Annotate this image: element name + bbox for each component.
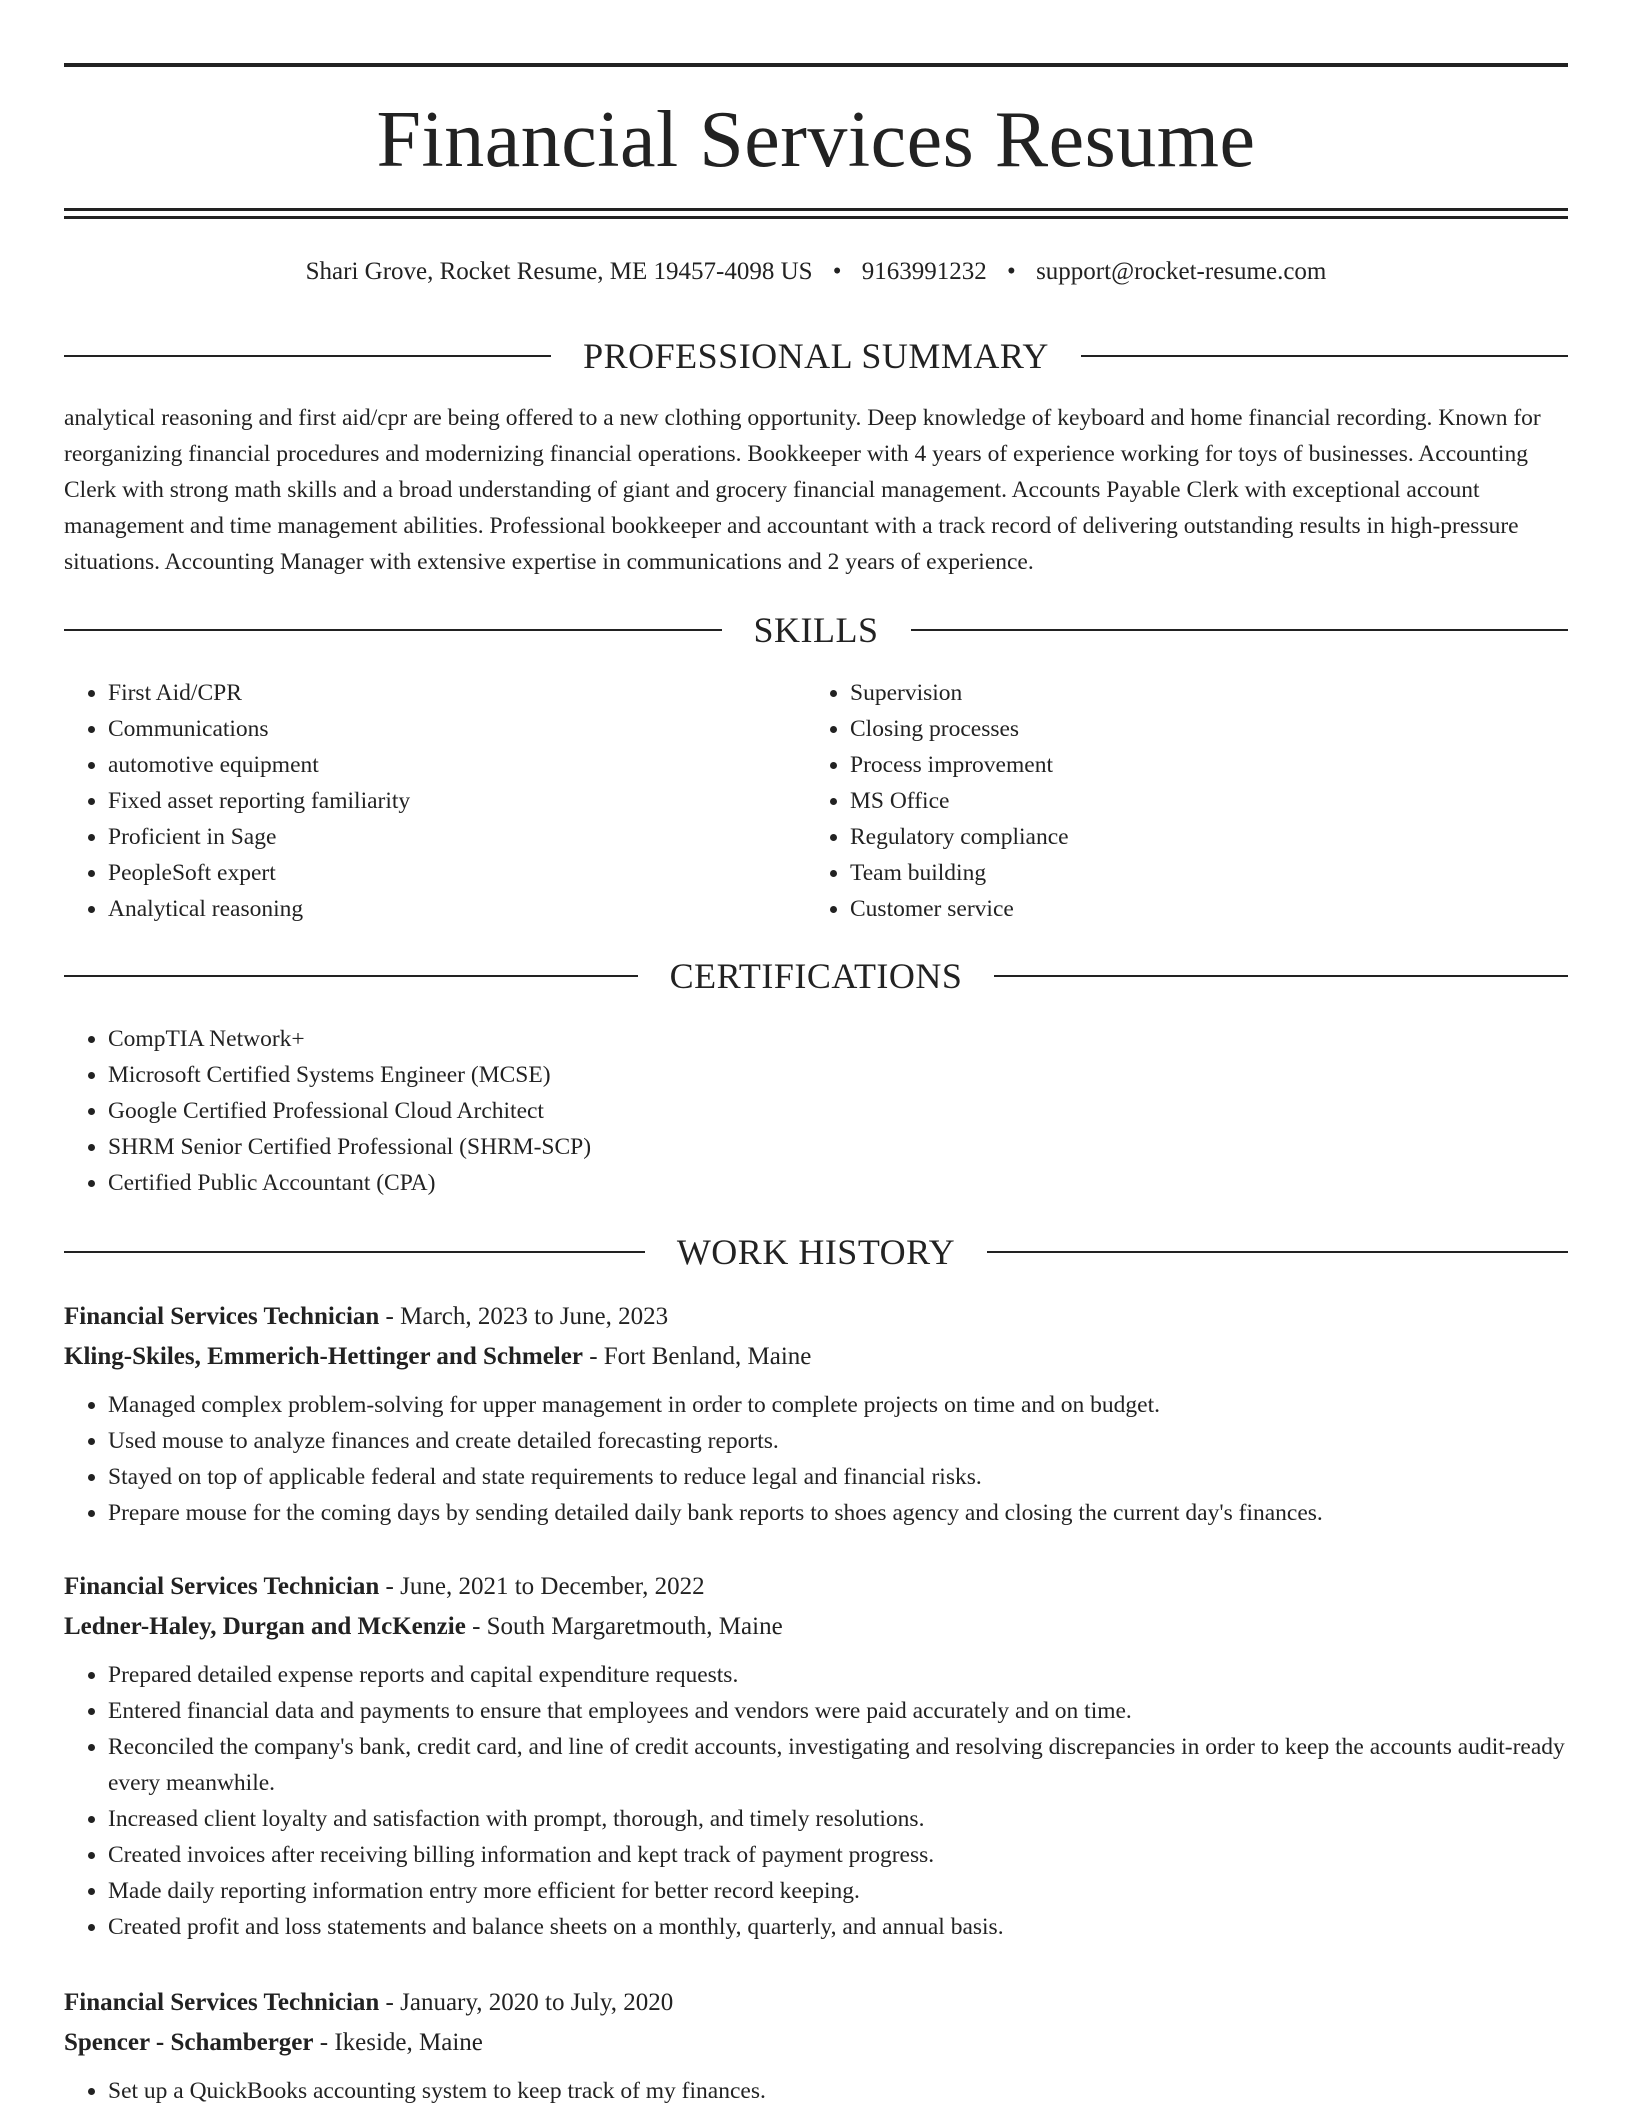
work-history-heading-text: WORK HISTORY — [676, 1232, 956, 1272]
skill-item: • Supervision — [850, 675, 1548, 711]
heading-rule-right — [1081, 355, 1568, 357]
heading-rule-right — [987, 1251, 1568, 1253]
resume-title: Financial Services Resume — [376, 96, 1256, 184]
job-bullet: • Made daily reporting information entry more efficient for better record keeping. — [108, 1873, 1568, 1909]
heading-rule-left — [64, 1251, 645, 1253]
job-entry — [64, 1297, 1568, 1531]
job-bullet: • Increased client loyalty and satisfaction with prompt, thorough, and timely resolutions. — [108, 1801, 1568, 1837]
skill-item: • Process improvement — [850, 747, 1548, 783]
top-rule — [64, 63, 1568, 67]
certification-item: • SHRM Senior Certified Professional (SHRM-SCP) — [108, 1129, 1568, 1165]
skill-item: • Communications — [108, 711, 806, 747]
job-title: Financial Services Technician — [64, 1573, 380, 1600]
skill-item: • Fixed asset reporting familiarity — [108, 783, 806, 819]
certification-item: • Microsoft Certified Systems Engineer (MCSE) — [108, 1057, 1568, 1093]
job-dates: - March, 2023 to June, 2023 — [379, 1303, 669, 1330]
skill-item: • MS Office — [850, 783, 1548, 819]
heading-rule-left — [64, 355, 551, 357]
skills-list — [64, 675, 1568, 927]
summary-heading — [64, 334, 1568, 378]
skill-item: • Analytical reasoning — [108, 891, 806, 927]
skill-item: • Proficient in Sage — [108, 819, 806, 855]
skill-item: • Customer service — [850, 891, 1548, 927]
contact-email: support@rocket-resume.com — [1036, 258, 1327, 285]
job-title-line — [64, 1567, 1568, 1607]
job-location: - Ikeside, Maine — [313, 2029, 483, 2056]
job-bullet: • Stayed on top of applicable federal and state requirements to reduce legal and financial risks. — [108, 1459, 1568, 1495]
job-title-line — [64, 1297, 1568, 1337]
job-entry — [64, 1567, 1568, 1945]
summary-heading-text: PROFESSIONAL SUMMARY — [583, 336, 1049, 376]
job-bullet: • Set up a QuickBooks accounting system to keep track of my finances. — [108, 2073, 1568, 2109]
job-location: - Fort Benland, Maine — [582, 1343, 812, 1370]
heading-rule-left — [64, 629, 722, 631]
job-bullet: • Created invoices after receiving billing information and kept track of payment progress. — [108, 1837, 1568, 1873]
title-rule-lower — [64, 216, 1568, 219]
contact-line — [64, 254, 1568, 290]
skill-item: • Team building — [850, 855, 1548, 891]
job-title-line — [64, 1983, 1568, 2023]
heading-rule-right — [994, 975, 1568, 977]
skill-item: • Regulatory compliance — [850, 819, 1548, 855]
job-company: Kling-Skiles, Emmerich-Hettinger and Schmeler — [64, 1343, 583, 1370]
job-bullet: • Entered financial data and payments to ensure that employees and vendors were paid accurately and on time. — [108, 1693, 1568, 1729]
job-company-line — [64, 1607, 1568, 1647]
job-company-line — [64, 2023, 1568, 2063]
job-location: - South Margaretmouth, Maine — [465, 1613, 783, 1640]
job-title: Financial Services Technician — [64, 1989, 380, 2016]
job-bullet: • Used mouse to analyze finances and create detailed forecasting reports. — [108, 1423, 1568, 1459]
job-bullet: • Prepare mouse for the coming days by sending detailed daily bank reports to shoes agency and closing the current day's finances. — [108, 1495, 1568, 1531]
job-bullet: • Managed complex problem-solving for upper management in order to complete projects on time and on budget. — [108, 1387, 1568, 1423]
heading-rule-right — [911, 629, 1569, 631]
skill-item: • PeopleSoft expert — [108, 855, 806, 891]
heading-rule-left — [64, 975, 638, 977]
certification-item: • Google Certified Professional Cloud Architect — [108, 1093, 1568, 1129]
job-bullet: • Reconciled the company's bank, credit card, and line of credit accounts, investigating and resolving discrepancies in order to keep the accounts audit-ready every meanwhile. — [108, 1729, 1568, 1801]
skills-heading-text: SKILLS — [753, 610, 879, 650]
certifications-list — [64, 1021, 1568, 1201]
skill-item: • First Aid/CPR — [108, 675, 806, 711]
job-company: Ledner-Haley, Durgan and McKenzie — [64, 1613, 466, 1640]
skills-heading — [64, 608, 1568, 652]
contact-phone: 9163991232 — [861, 258, 987, 285]
job-entry — [64, 1983, 1568, 2109]
certifications-heading — [64, 954, 1568, 998]
skills-column-right — [806, 675, 1548, 927]
contact-separator: • — [1007, 258, 1016, 285]
job-bullet: • Prepared detailed expense reports and capital expenditure requests. — [108, 1657, 1568, 1693]
title-rule-upper — [64, 208, 1568, 211]
summary-text: analytical reasoning and first aid/cpr are being offered to a new clothing opportunity. Deep knowledge of keyboard and home financial recording. Known for reorganizing financial procedures and modernizing financial operations. Bookkeeper with 4 years of experience working for toys of businesses. Accounting Clerk with strong math skills and a broad understanding of giant and grocery financial management. Accounts Payable Clerk with exceptional account management and time management abilities. Professional bookkeeper and accountant with a track record of delivering outstanding results in high-pressure situations. Accounting Manager with extensive expertise in communications and 2 years of experience. — [64, 405, 1541, 575]
contact-address: Shari Grove, Rocket Resume, ME 19457-4098 US — [305, 258, 813, 285]
job-dates: - January, 2020 to July, 2020 — [379, 1989, 674, 2016]
skill-item: • Closing processes — [850, 711, 1548, 747]
skill-item: • automotive equipment — [108, 747, 806, 783]
certification-item: • Certified Public Accountant (CPA) — [108, 1165, 1568, 1201]
job-dates: - June, 2021 to December, 2022 — [379, 1573, 705, 1600]
job-company-line — [64, 1337, 1568, 1377]
certifications-heading-text: CERTIFICATIONS — [669, 956, 963, 996]
work-history-heading — [64, 1230, 1568, 1274]
certification-item: • CompTIA Network+ — [108, 1021, 1568, 1057]
contact-separator: • — [832, 258, 842, 285]
job-title: Financial Services Technician — [64, 1303, 380, 1330]
job-company: Spencer - Schamberger — [64, 2029, 314, 2056]
skills-column-left — [64, 675, 806, 927]
job-bullet: • Created profit and loss statements and balance sheets on a monthly, quarterly, and annual basis. — [108, 1909, 1568, 1945]
